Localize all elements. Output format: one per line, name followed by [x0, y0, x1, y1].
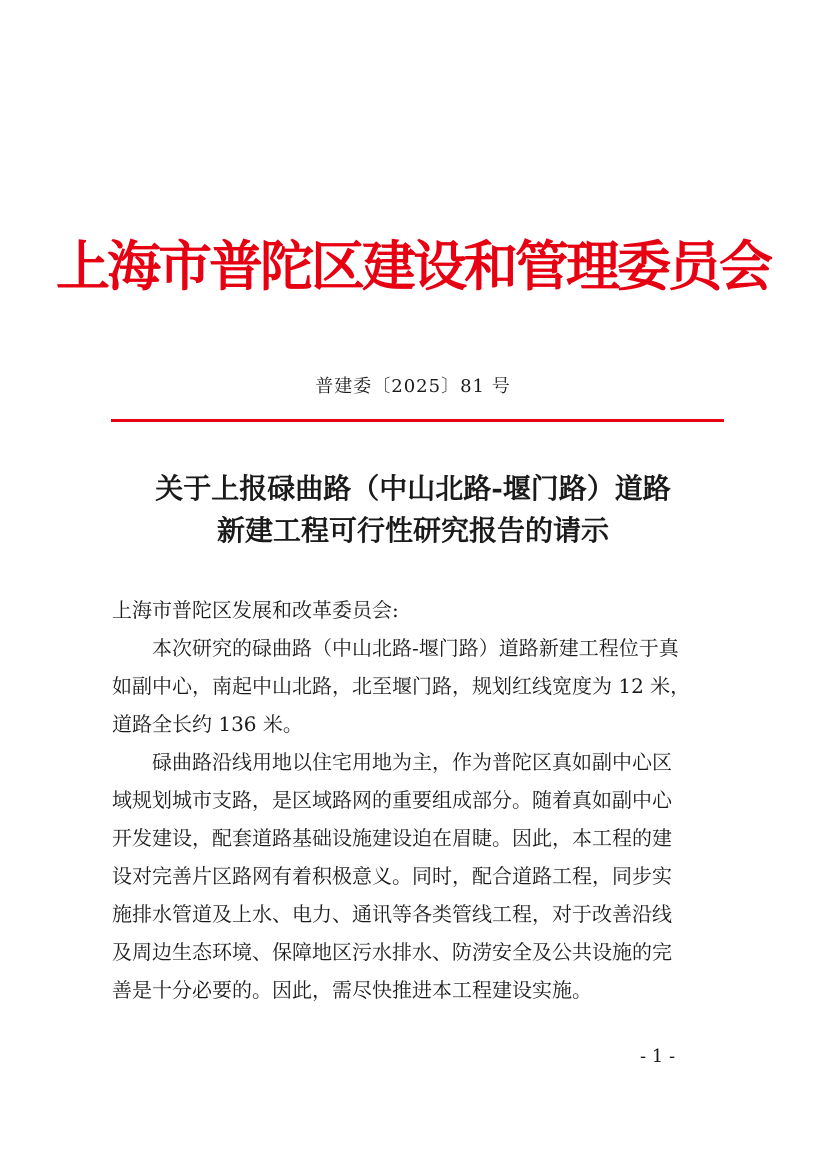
paragraph-line: 如副中心，南起中山北路，北至堰门路，规划红线宽度为 12 米，: [112, 674, 691, 698]
paragraph-line: 设对完善片区路网有着积极意义。同时，配合道路工程，同步实: [112, 864, 672, 888]
paragraph-line: 道路全长约 136 米。: [112, 712, 303, 736]
paragraph-1: [112, 629, 726, 743]
red-separator-line: [111, 419, 724, 422]
paragraph-line: 善是十分必要的。因此，需尽快推进本工程建设实施。: [112, 978, 592, 1002]
paragraph-line: 及周边生态环境、保障地区污水排水、防涝安全及公共设施的完: [112, 940, 672, 964]
paragraph-line: 域规划城市支路，是区域路网的重要组成部分。随着真如副中心: [112, 788, 672, 812]
document-title-line-1: 关于上报碌曲路（中山北路-堰门路）道路: [155, 472, 671, 505]
document-number: 普建委〔2025〕81 号: [315, 376, 511, 397]
paragraph-line: 施排水管道及上水、电力、通讯等各类管线工程，对于改善沿线: [112, 902, 672, 926]
document-body: [112, 629, 726, 1009]
issuing-organization-header: 上海市普陀区建设和管理委员会: [56, 234, 770, 298]
salutation: 上海市普陀区发展和改革委员会:: [112, 598, 399, 622]
paragraph-line: 本次研究的碌曲路（中山北路-堰门路）道路新建工程位于真: [152, 636, 679, 660]
paragraph-line: 开发建设，配套道路基础设施建设迫在眉睫。因此，本工程的建: [112, 826, 672, 850]
paragraph-line: 碌曲路沿线用地以住宅用地为主，作为普陀区真如副中心区: [152, 750, 672, 774]
paragraph-2: [112, 743, 726, 1009]
document-title: [60, 468, 766, 552]
page-number: - 1 -: [640, 1046, 676, 1067]
document-title-line-2: 新建工程可行性研究报告的请示: [216, 514, 609, 547]
